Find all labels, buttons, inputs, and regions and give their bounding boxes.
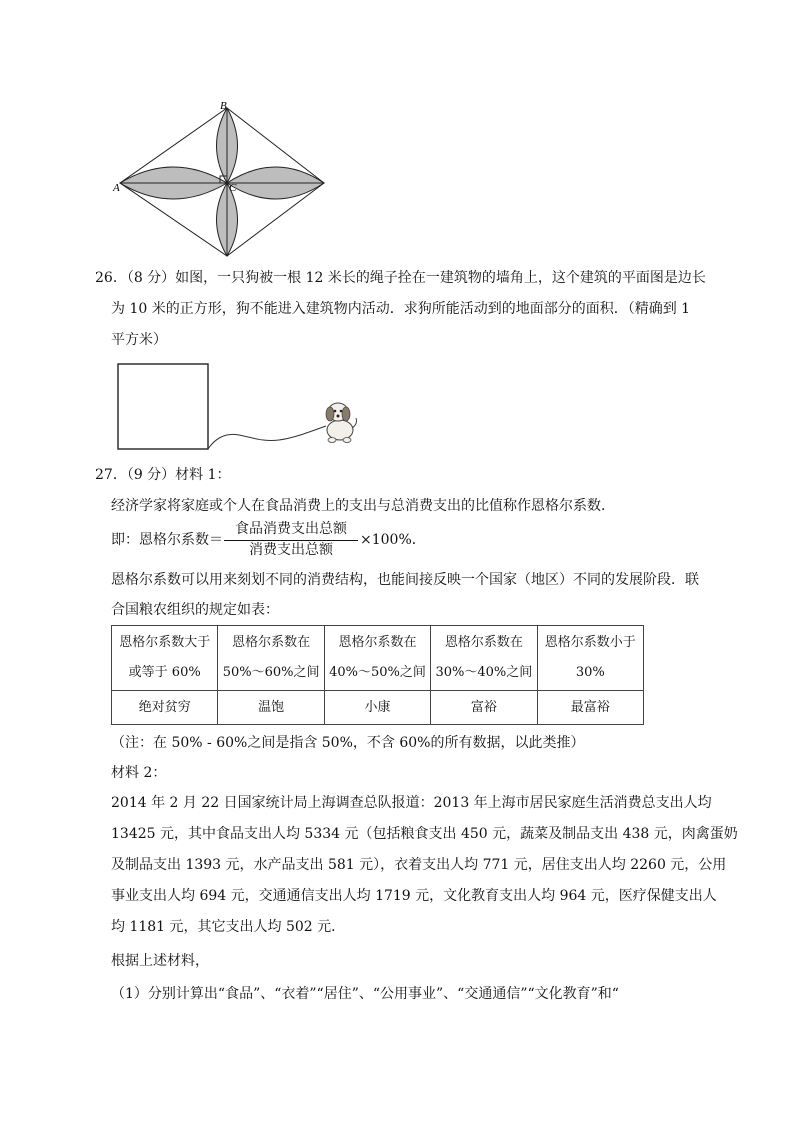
q27-header: 27．（9 分）材料 1：: [95, 467, 231, 483]
material-2-line-5: 均 1181 元，其它支出人均 502 元．: [111, 919, 346, 935]
dog-icon: [326, 403, 357, 443]
cell-text: 40%～50%之间: [329, 665, 426, 680]
building-square: [118, 364, 208, 449]
table-cell: 绝对贫穷: [112, 691, 218, 725]
table-cell: [218, 626, 324, 691]
q26-line-2: 为 10 米的正方形，狗不能进入建筑物内活动．求狗所能活动到的地面部分的面积．（精确到 1: [111, 301, 691, 317]
q26-line-1: 26．（8 分）如图，一只狗被一根 12 米长的绳子拴在一建筑物的墙角上，这个建筑的平面图是边长: [95, 270, 706, 286]
formula-numerator: 食品消费支出总额: [235, 521, 347, 537]
q26-line-3: 平方米）: [111, 332, 167, 348]
formula-suffix: ×100%．: [360, 532, 426, 548]
cell-text: 恩格尔系数大于: [119, 635, 211, 650]
label-c: C: [229, 182, 237, 194]
cell-text: 30%: [575, 665, 605, 680]
label-b: B: [220, 100, 227, 112]
cell-text: 恩格尔系数在: [338, 635, 417, 650]
table-cell: [112, 626, 218, 691]
cell-text: 30%～40%之间: [435, 665, 533, 680]
table-cell: [537, 626, 643, 691]
material-2-header: 材料 2：: [111, 765, 167, 781]
table-note: （注：在 50% - 60%之间是指含 50%，不含 60%的所有数据，以此类推）: [111, 735, 585, 751]
q27-definition: 经济学家将家庭或个人在食品消费上的支出与总消费支出的比值称作恩格尔系数．: [111, 498, 615, 514]
table-row: [112, 691, 644, 725]
rhombus-petal-figure: [110, 96, 340, 261]
material-2-line-3: 及制品支出 1393 元，水产品支出 581 元），衣着支出人均 771 元，居住支出人均 2260 元，公用: [111, 857, 727, 873]
table-cell: 最富裕: [537, 691, 643, 725]
table-cell: 富裕: [431, 691, 537, 725]
formula-prefix: 即：恩格尔系数＝: [111, 532, 223, 548]
cell-text: 50%～60%之间: [222, 665, 320, 680]
material-2-line-1: 2014 年 2 月 22 日国家统计局上海调查总队报道：2013 年上海市居民家庭生活消费总支出人均: [111, 795, 712, 811]
table-cell: 温饱: [218, 691, 324, 725]
building-dog-figure: [114, 360, 369, 455]
cell-text: 恩格尔系数在: [444, 635, 523, 650]
cell-text: 或等于 60%: [128, 665, 201, 680]
q27-paragraph-1: 恩格尔系数可以用来刻划不同的消费结构，也能间接反映一个国家（地区）不同的发展阶段．联: [111, 572, 699, 588]
engel-coefficient-table: [111, 625, 644, 725]
sub-question-1: （1）分别计算出“食品”、“衣着”“居住”、“公用事业”、“交通通信”“文化教育”和“: [111, 986, 619, 1002]
q27-paragraph-2: 合国粮农组织的规定如表：: [111, 602, 279, 618]
table-cell: [324, 626, 430, 691]
basis-line: 根据上述材料，: [111, 953, 209, 969]
table-cell: 小康: [324, 691, 430, 725]
material-2-line-2: 13425 元，其中食品支出人均 5334 元（包括粮食支出 450 元，蔬菜及制品支出 438 元，肉禽蛋奶: [111, 826, 738, 842]
table-cell: [431, 626, 537, 691]
formula-denominator: 消费支出总额: [249, 542, 333, 558]
leash-rope: [208, 426, 326, 449]
label-a: A: [113, 182, 120, 194]
cell-text: 恩格尔系数在: [232, 635, 311, 650]
cell-text: 恩格尔系数小于: [544, 635, 636, 650]
material-2-line-4: 事业支出人均 694 元，交通通信支出人均 1719 元，文化教育支出人均 964 元，医疗保健支出人: [111, 888, 717, 904]
table-row: [112, 626, 644, 691]
